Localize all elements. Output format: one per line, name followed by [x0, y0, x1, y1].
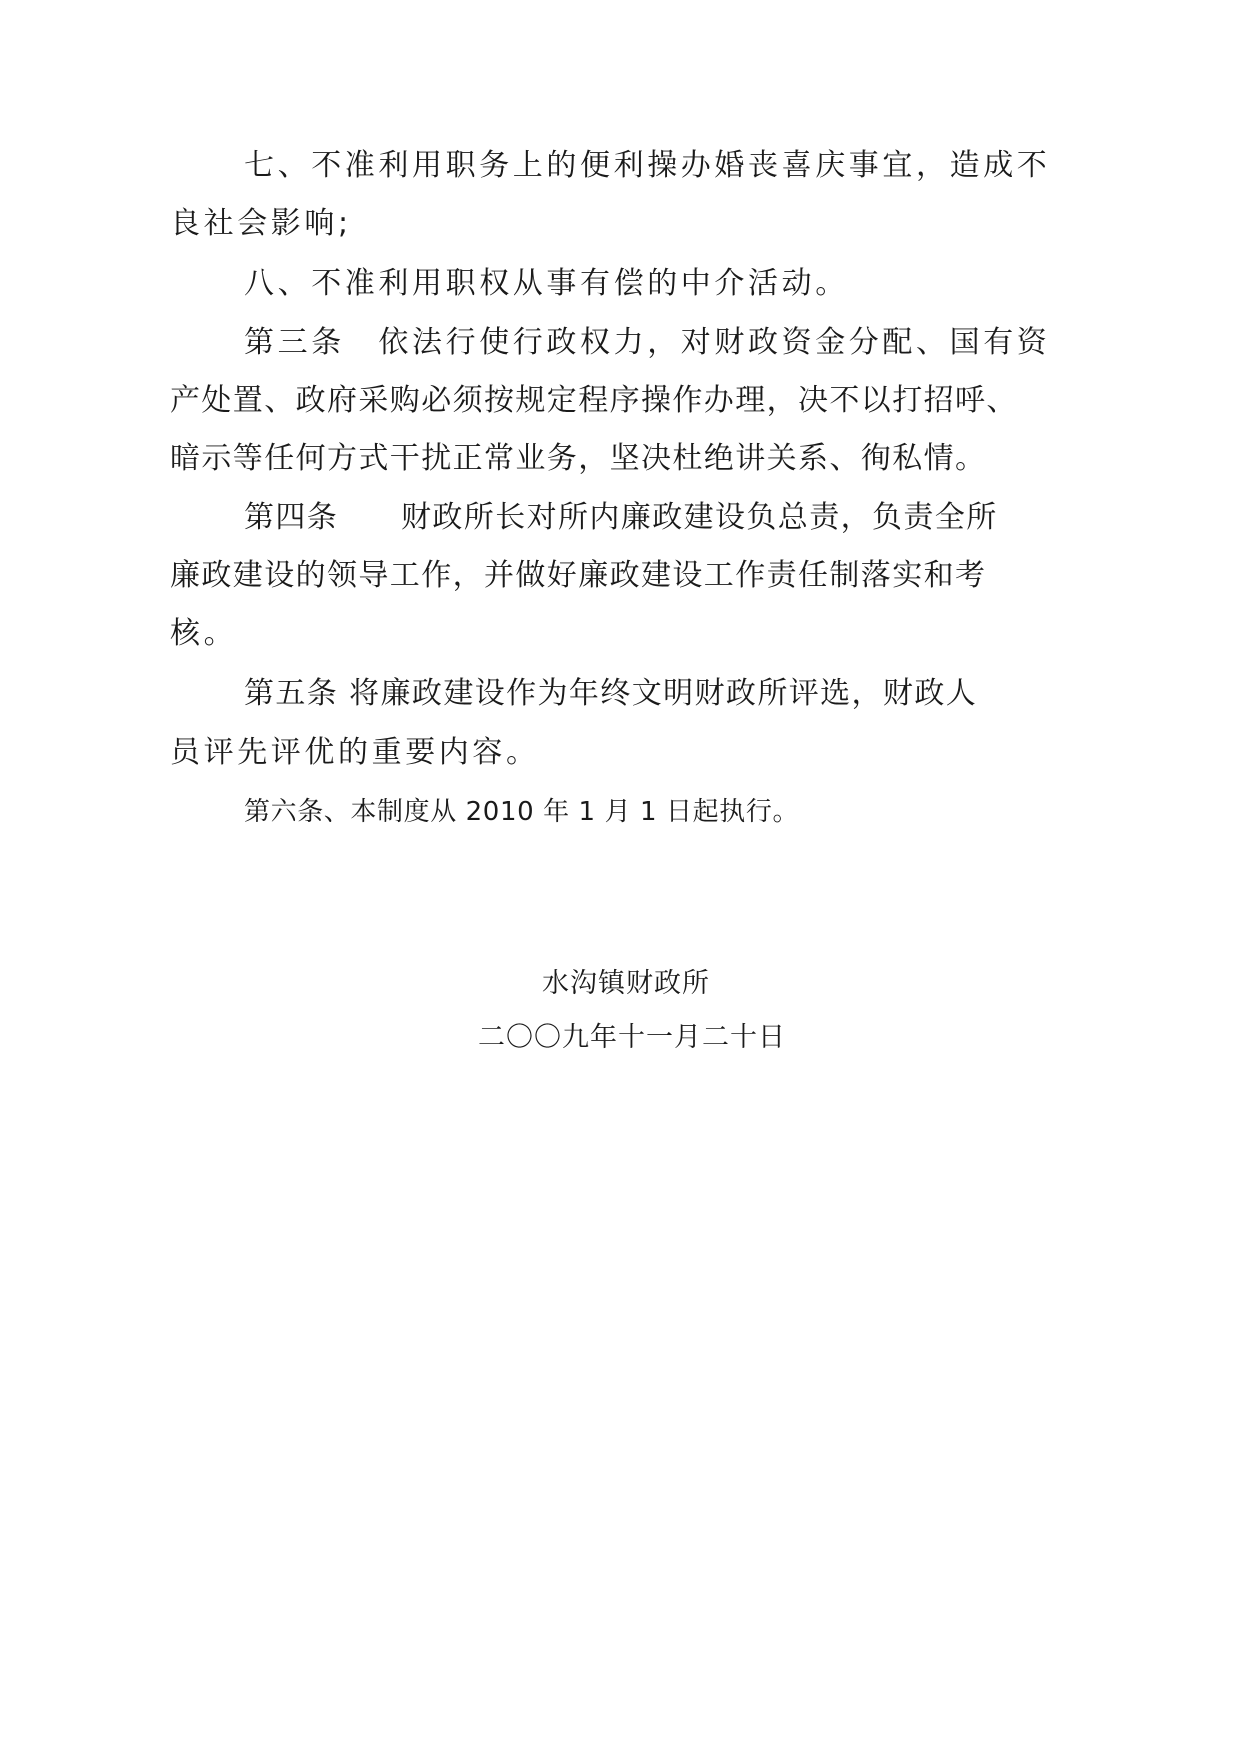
paragraph-line: 七、不准利用职务上的便利操办婚丧喜庆事宜，造成不 [244, 148, 1051, 183]
paragraph-line: 廉政建设的领导工作，并做好廉政建设工作责任制落实和考 [170, 558, 987, 593]
signature-organization: 水沟镇财政所 [542, 968, 710, 999]
paragraph-line: 核。 [170, 616, 238, 651]
paragraph-line: 第五条 将廉政建设作为年终文明财政所评选，财政人 [244, 676, 978, 711]
signature-date: 二〇〇九年十一月二十日 [478, 1022, 786, 1053]
paragraph-line: 第三条 依法行使行政权力，对财政资金分配、国有资 [244, 325, 1051, 360]
paragraph-line: 暗示等任何方式干扰正常业务，坚决杜绝讲关系、徇私情。 [170, 441, 987, 476]
paragraph-line: 第六条、本制度从 2010 年 1 月 1 日起执行。 [244, 797, 800, 827]
paragraph-line: 第四条 财政所长对所内廉政建设负总责，负责全所 [244, 500, 998, 535]
paragraph-line: 产处置、政府采购必须按规定程序操作办理，决不以打招呼、 [170, 383, 1018, 418]
paragraph-line: 良社会影响; [170, 206, 352, 241]
paragraph-line: 员评先评优的重要内容。 [170, 735, 540, 770]
paragraph-line: 八、不准利用职权从事有偿的中介活动。 [244, 266, 849, 301]
